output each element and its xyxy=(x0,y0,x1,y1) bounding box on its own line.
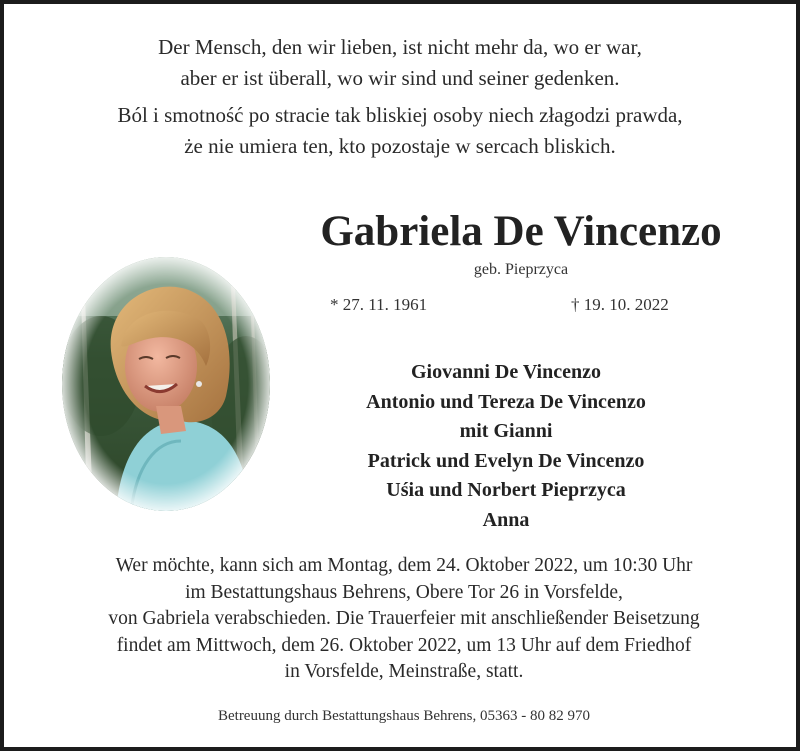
mourner: Antonio und Tereza De Vincenzo xyxy=(366,390,646,413)
verse-line: że nie umiera ten, kto pozostaje w sercach bliskich. xyxy=(184,134,616,158)
verse-german xyxy=(4,32,796,94)
announcement-line: findet am Mittwoch, dem 26. Oktober 2022, um 13 Uhr auf dem Friedhof xyxy=(116,634,692,656)
mourner: Uśia und Norbert Pieprzyca xyxy=(386,479,626,501)
mourner: Giovanni De Vincenzo xyxy=(410,361,601,383)
mourner: Anna xyxy=(482,508,530,531)
announcement-line: von Gabriela verabschieden. Die Trauerfeier mit anschließender Beisetzung xyxy=(108,608,700,629)
mourner: Patrick und Evelyn De Vincenzo xyxy=(367,449,645,472)
death-date: † 19. 10. 2022 xyxy=(571,295,669,314)
verse-line: Ból i smotność po stracie tak bliskiej osoby niech złagodzi prawda, xyxy=(117,103,683,127)
portrait-photo xyxy=(61,256,271,512)
announcement-line: im Bestattungshaus Behrens, Obere Tor 26 in Vorsfelde, xyxy=(185,581,623,603)
verse-line: Der Mensch, den wir lieben, ist nicht mehr da, wo er war, xyxy=(158,35,642,59)
deceased-name: Gabriela De Vincenzo xyxy=(320,208,722,255)
funeral-home-footer: Betreuung durch Bestattungshaus Behrens, 05363 - 80 82 970 xyxy=(217,708,591,724)
verse-line: aber er ist überall, wo wir sind und seiner gedenken. xyxy=(180,66,620,90)
funeral-announcement xyxy=(4,553,800,686)
mourner: mit Gianni xyxy=(459,420,553,442)
maiden-name: geb. Pieprzyca xyxy=(473,261,569,278)
birth-date: * 27. 11. 1961 xyxy=(330,295,428,314)
mourners-list xyxy=(286,358,726,535)
verse-polish xyxy=(4,100,796,162)
announcement-line: in Vorsfelde, Meinstraße, statt. xyxy=(284,661,524,682)
announcement-line: Wer möchte, kann sich am Montag, dem 24. Oktober 2022, um 10:30 Uhr xyxy=(115,555,693,576)
